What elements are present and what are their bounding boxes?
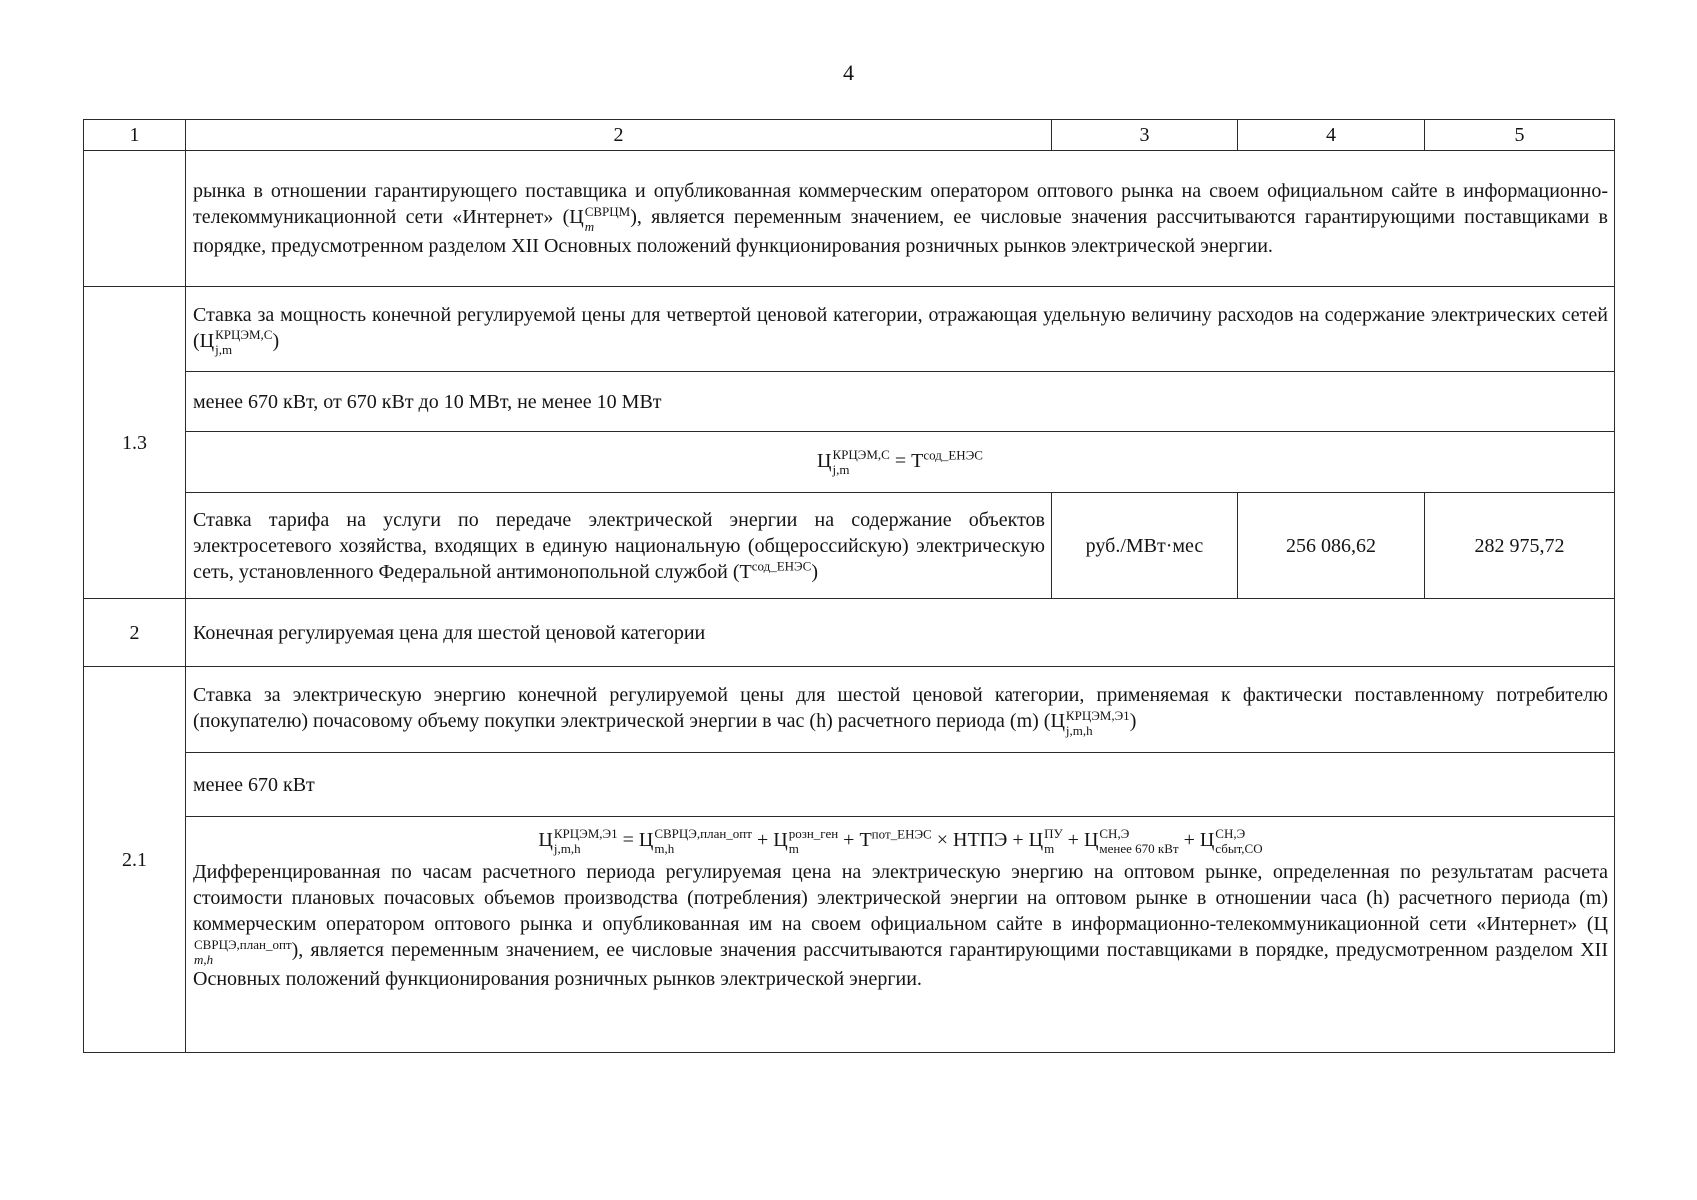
row-2-1-formula: Ц КРЦЭМ,Э1 j,m,h = Ц СВРЦЭ,план_опт m,h + Ц розн_ген m + $Т^{пот\_ЕНЭС}$ × НТПЭ + Ц ПУ m + Ц СН,Э менее 670 кВт + Ц СН,Э сбыт,СО <box>538 826 1263 857</box>
row-1-3-formula: Ц КРЦЭМ,С j,m = $Т^{сод\_ЕНЭС}$ <box>186 432 1615 493</box>
row-number-2-1: 2.1 <box>84 667 186 1053</box>
row-1-3-tariff-text: Ставка тарифа на услуги по передаче электрической энергии на содержание объектов электросетевого хозяйства, входящих в единую национальную (общероссийскую) электрическую сеть, установленного Федеральной антимонопольной службой $(Т^{сод\_ЕНЭС})$ <box>186 493 1052 599</box>
tariff-table <box>83 119 1615 1053</box>
table-row <box>84 151 1615 287</box>
table-row <box>84 287 1615 372</box>
row-2-1-description: Дифференцированная по часам расчетного периода регулируемая цена на электрическую энергию на оптовом рынке, определенная по результатам расчета стоимости плановых почасовых объемов производства (потребления) электрической энергии на оптовом рынке в отношении часа (h) расчетного периода (m) коммерческим оператором оптового рынка и опубликованная им на своем официальном сайте в информационно-телекоммуникационной сети «Интернет» (Ц СВРЦЭ,план_опт m,h ), является переменным значением, ее числовые значения рассчитываются гарантирующими поставщиками в порядке, предусмотренном разделом XII Основных положений функционирования розничных рынков электрической энергии. <box>193 861 1608 990</box>
continuation-text: рынка в отношении гарантирующего поставщика и опубликованная коммерческим оператором оптового рынка на своем официальном сайте в информационно-телекоммуникационной сети «Интернет» (Ц СВРЦМ m ), является переменным значением, ее числовые значения рассчитываются гарантирующими поставщиками в порядке, предусмотренном разделом XII Основных положений функционирования розничных рынков электрической энергии. <box>186 151 1615 287</box>
header-col-1: 1 <box>84 120 186 151</box>
table-row <box>84 753 1615 817</box>
table-row <box>84 493 1615 599</box>
table-row <box>84 667 1615 753</box>
table-row <box>84 432 1615 493</box>
header-col-5: 5 <box>1425 120 1615 151</box>
header-col-4: 4 <box>1238 120 1425 151</box>
row-number-2: 2 <box>84 599 186 667</box>
row-1-3-value-col5: 282 975,72 <box>1425 493 1615 599</box>
row-1-3-power-ranges: менее 670 кВт, от 670 кВт до 10 МВт, не менее 10 МВт <box>186 372 1615 432</box>
header-col-3: 3 <box>1052 120 1238 151</box>
row-2-1-title: Ставка за электрическую энергию конечной регулируемой цены для шестой ценовой категории, применяемая к фактически поставленному потребителю (покупателю) почасовому объему покупки электрической энергии в час (h) расчетного периода (m) (Ц КРЦЭМ,Э1 j,m,h ) <box>186 667 1615 753</box>
table-row <box>84 817 1615 1053</box>
row-number-cell <box>84 151 186 287</box>
row-1-3-title: Ставка за мощность конечной регулируемой цены для четвертой ценовой категории, отражающая удельную величину расходов на содержание электрических сетей (Ц КРЦЭМ,С j,m ) <box>186 287 1615 372</box>
row-2-1-formula-cell <box>186 817 1615 1053</box>
table-row <box>84 599 1615 667</box>
table-row <box>84 372 1615 432</box>
row-2-text: Конечная регулируемая цена для шестой ценовой категории <box>186 599 1615 667</box>
header-col-2: 2 <box>186 120 1052 151</box>
row-1-3-unit: руб./МВт·мес <box>1052 493 1238 599</box>
row-2-1-power: менее 670 кВт <box>186 753 1615 817</box>
symbol-scripts: СВРЦМ m <box>584 203 631 234</box>
table-header-row <box>84 120 1615 151</box>
row-number-1-3: 1.3 <box>84 287 186 599</box>
page-number: 4 <box>843 60 854 85</box>
row-1-3-value-col4: 256 086,62 <box>1238 493 1425 599</box>
